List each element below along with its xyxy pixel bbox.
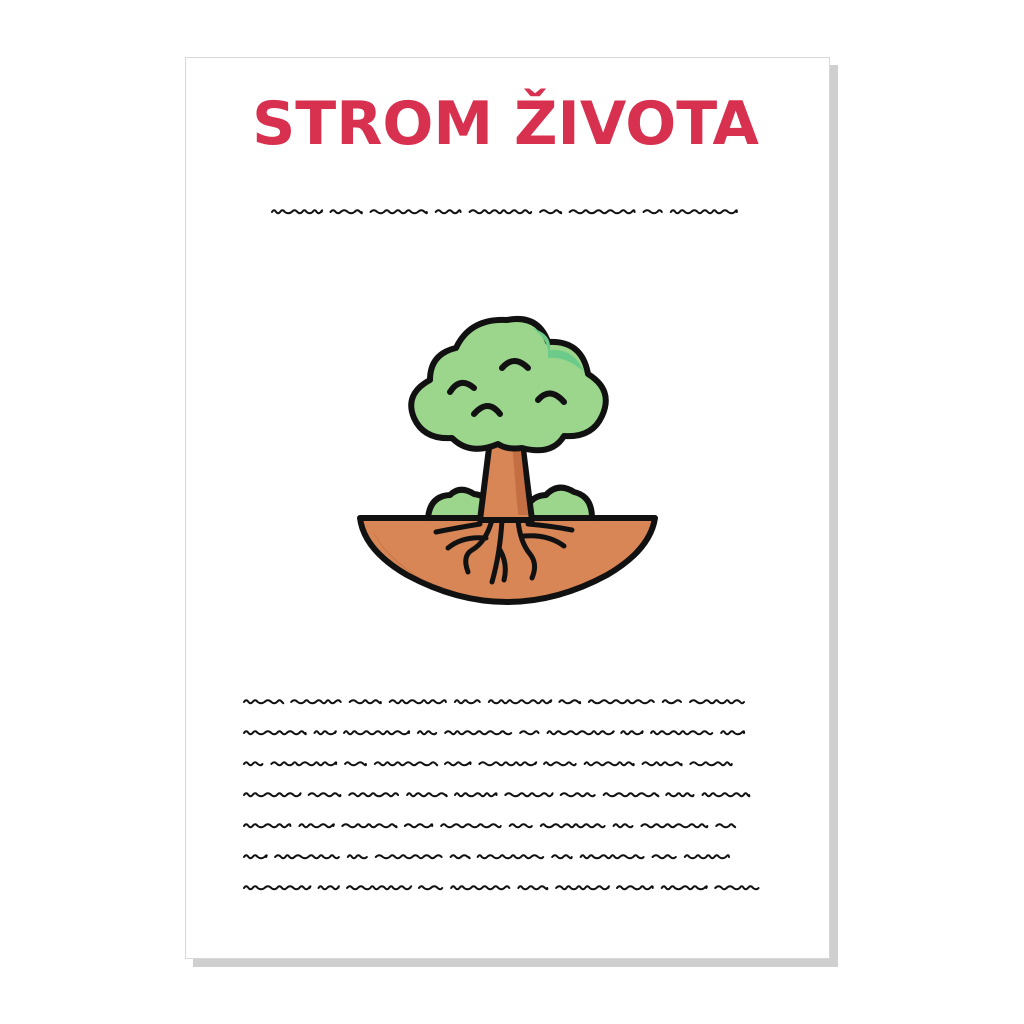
body-scribble-line bbox=[244, 700, 744, 703]
body-scribble-line bbox=[244, 731, 744, 734]
body-text-scribble bbox=[238, 690, 783, 900]
tree-with-roots-icon bbox=[352, 310, 662, 610]
body-scribble-line bbox=[244, 824, 735, 827]
body-scribble-line bbox=[244, 762, 732, 765]
subtitle-scribble bbox=[262, 200, 762, 222]
poster-title: STROM ŽIVOTA bbox=[252, 89, 759, 159]
body-scribble-line bbox=[244, 793, 749, 796]
body-scribble-line bbox=[244, 886, 759, 889]
body-scribble-line bbox=[244, 855, 729, 858]
